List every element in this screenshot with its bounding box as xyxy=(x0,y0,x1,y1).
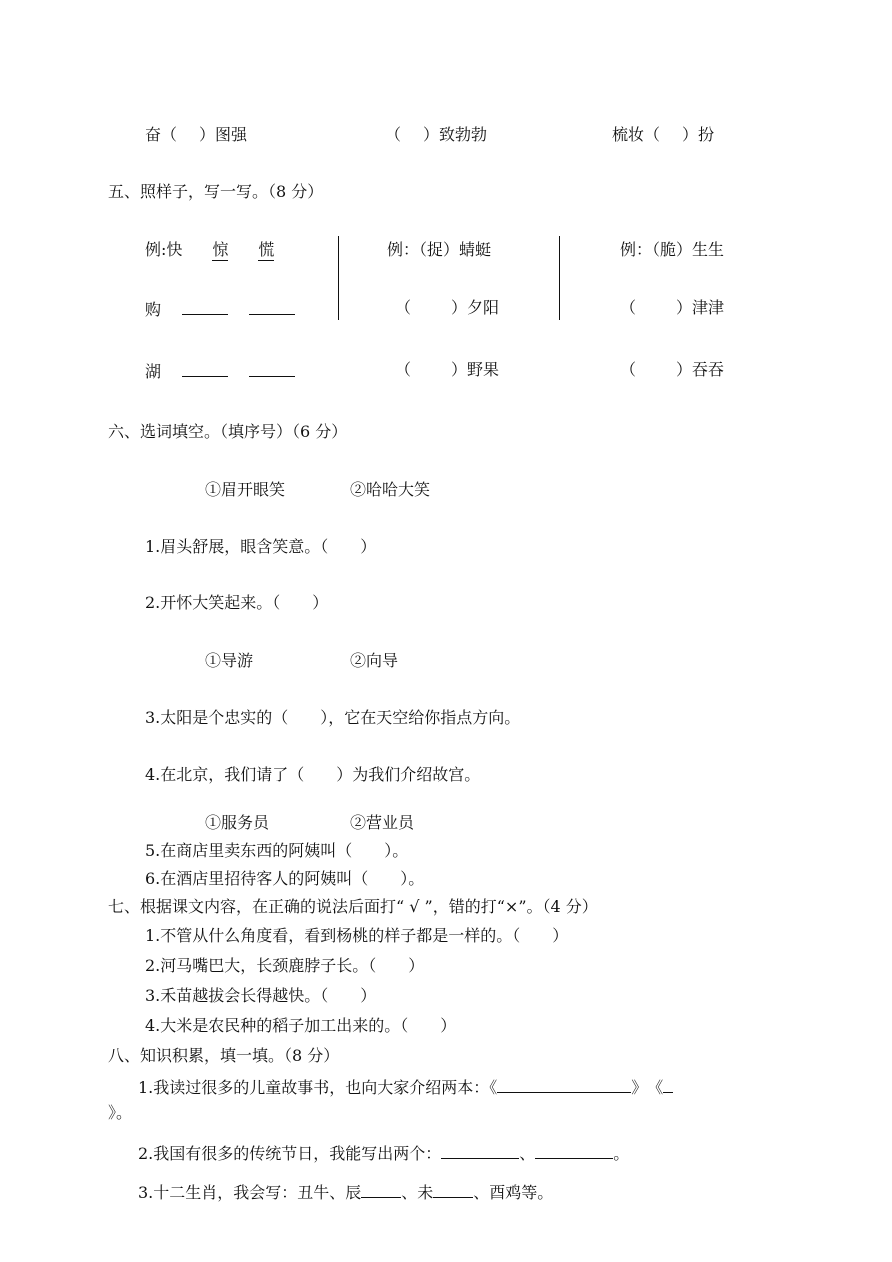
s5-col3-example: 例：（脆）生生 xyxy=(620,240,725,259)
s6-question-6: 6.在酒店里招待客人的阿姨叫（ ）。 xyxy=(145,869,425,888)
s6-option: ②哈哈大笑 xyxy=(350,480,431,499)
s5-col3-row-2: （ ）吞吞 xyxy=(620,360,725,379)
s5-col1-row-2: 湖 xyxy=(145,360,295,382)
s7-item-4: 4.大米是农民种的稻子加工出来的。（ ） xyxy=(145,1016,457,1035)
idiom-2: （ ）致勃勃 xyxy=(385,125,488,144)
answer-blank[interactable] xyxy=(182,298,228,315)
section-7-heading: 七、根据课文内容，在正确的说法后面打“ √ ”，错的打“×”。（4 分） xyxy=(108,897,598,916)
s6-question-3: 3.太阳是个忠实的（ ），它在天空给你指点方向。 xyxy=(145,708,521,727)
column-divider xyxy=(559,236,560,320)
s5-col2-example: 例：（捉）蜻蜓 xyxy=(387,240,492,259)
column-divider xyxy=(338,236,339,320)
s8-question-3: 3.十二生肖，我会写：丑牛、辰 、未 、酉鸡等。 xyxy=(138,1183,554,1202)
s7-item-3: 3.禾苗越拔会长得越快。（ ） xyxy=(145,986,377,1005)
answer-blank[interactable] xyxy=(433,1181,473,1198)
s6-option: ②营业员 xyxy=(350,813,415,832)
s5-col2-row-2: （ ）野果 xyxy=(395,360,500,379)
s6-question-1: 1.眉头舒展，眼含笑意。（ ） xyxy=(145,537,377,556)
s5-col3-row-1: （ ）津津 xyxy=(620,298,725,317)
s8-question-2: 2.我国有很多的传统节日，我能写出两个： 、 。 xyxy=(138,1144,630,1163)
answer-blank[interactable] xyxy=(249,298,295,315)
s5-col1-example: 例:快 惊 慌 xyxy=(145,240,275,259)
idiom-1: 奋（ ）图强 xyxy=(145,125,248,144)
s6-option: ①眉开眼笑 xyxy=(205,480,286,499)
section-8-heading: 八、知识积累，填一填。（8 分） xyxy=(108,1046,340,1065)
answer-blank[interactable] xyxy=(497,1076,631,1093)
s5-col2-row-1: （ ）夕阳 xyxy=(395,298,500,317)
answer-blank[interactable] xyxy=(535,1142,613,1159)
idiom-3: 梳妆（ ）扮 xyxy=(612,125,715,144)
s6-question-2: 2.开怀大笑起来。（ ） xyxy=(145,593,329,612)
answer-blank[interactable] xyxy=(441,1142,519,1159)
answer-blank[interactable] xyxy=(249,360,295,377)
s5-col1-row-1: 购 xyxy=(145,298,295,320)
s7-item-2: 2.河马嘴巴大，长颈鹿脖子长。（ ） xyxy=(145,956,425,975)
section-5-heading: 五、照样子，写一写。（8 分） xyxy=(108,182,324,201)
s8-question-1: 1.我读过很多的儿童故事书，也向大家介绍两本：《 》 《 xyxy=(138,1076,673,1098)
answer-blank[interactable] xyxy=(361,1181,401,1198)
answer-blank[interactable] xyxy=(182,360,228,377)
s6-option: ①导游 xyxy=(205,651,254,670)
s8-question-1-end: 》。 xyxy=(108,1103,133,1122)
s6-option: ①服务员 xyxy=(205,813,270,832)
answer-blank[interactable] xyxy=(663,1076,673,1093)
section-6-heading: 六、选词填空。（填序号）（6 分） xyxy=(108,422,348,441)
s7-item-1: 1.不管从什么角度看，看到杨桃的样子都是一样的。（ ） xyxy=(145,926,569,945)
s6-question-4: 4.在北京，我们请了（ ）为我们介绍故宫。 xyxy=(145,765,481,784)
s6-option: ②向导 xyxy=(350,651,399,670)
s6-question-5: 5.在商店里卖东西的阿姨叫（ ）。 xyxy=(145,841,409,860)
